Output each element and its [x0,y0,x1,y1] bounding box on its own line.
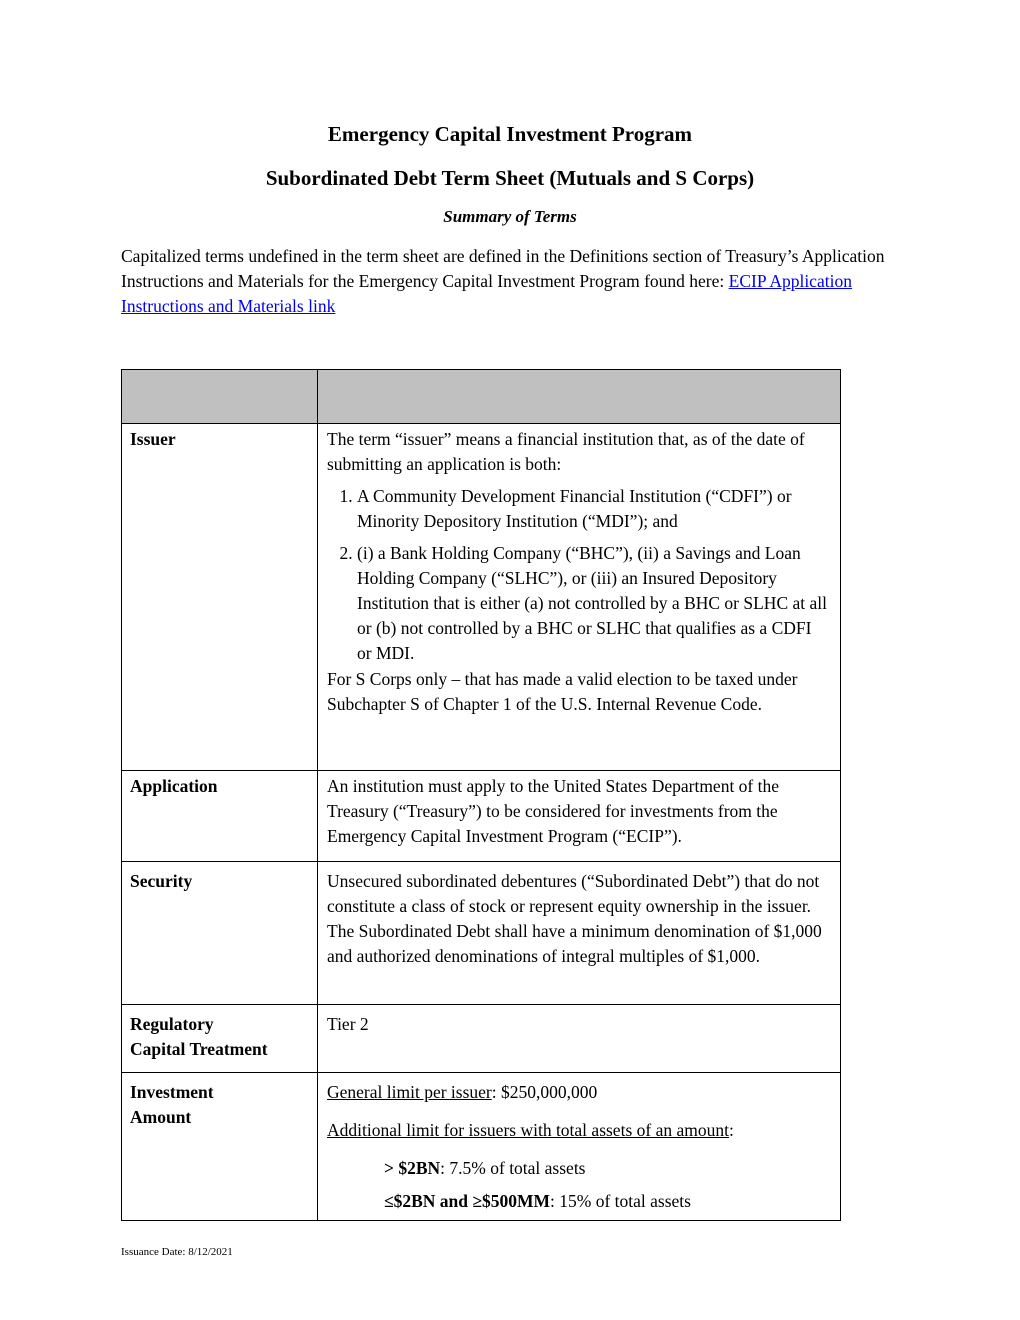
tier-over-2bn-value: : 7.5% of total assets [440,1158,586,1178]
investment-label-line2: Amount [130,1107,192,1127]
table-row-regulatory-capital [122,1005,841,1073]
table-row-issuer [122,424,841,771]
tier-500mm-to-2bn [327,1189,830,1214]
investment-label-line1: Investment [130,1082,214,1102]
tier-over-2bn-label: > $2BN [384,1158,441,1178]
issuer-definition: The term “issuer” means a financial institution that, as of the date of submitting an application is both: [327,429,805,474]
table-row-investment-amount [122,1073,841,1221]
term-sheet-table [121,369,841,1221]
ecip-instructions-link[interactable]: ECIP Application Instructions and Materials link [121,271,852,316]
row-label-issuer: Issuer [122,424,318,771]
row-value-issuer [318,424,841,771]
document-title: Emergency Capital Investment Program [327,122,693,146]
issuance-date-footer: Issuance Date: 8/12/2021 [121,1246,233,1258]
general-limit [327,1080,830,1105]
table-header-row [122,370,841,424]
issuer-criterion-2: 2. (i) a Bank Holding Company (“BHC”), (ii) a Savings and Loan Holding Company (“SLHC”), or (iii) an Insured Depository Institution that is either (a) not controlled by a BHC or SLHC at all or (b) not controlled by a BHC or SLHC that qualifies as a CDFI or MDI. [357,541,830,666]
issuer-criteria-list [327,484,830,666]
row-value-investment-amount [318,1073,841,1221]
row-label-regulatory-capital [122,1005,318,1073]
document-subtitle: Subordinated Debt Term Sheet (Mutuals and S Corps) [265,166,755,190]
tier-over-2bn [327,1156,830,1181]
additional-limit-label: Additional limit for issuers with total assets of an amount [327,1120,729,1140]
intro-paragraph [121,244,921,319]
row-label-security: Security [122,862,318,1005]
row-value-security: Unsecured subordinated debentures (“Subordinated Debt”) that do not constitute a class of stock or represent equity ownership in the issuer. The Subordinated Debt shall have a minimum denomination of $1,000 and authorized denominations of integral multiples of $1,000. [318,862,841,1005]
row-value-regulatory-capital: Tier 2 [318,1005,841,1073]
tier-500mm-to-2bn-value: : 15% of total assets [550,1191,691,1211]
summary-heading: Summary of Terms [443,207,577,226]
header-cell-term [122,370,318,424]
issuer-criterion-1: 1. A Community Development Financial Institution (“CDFI”) or Minority Depository Institution (“MDI”); and [357,484,830,534]
row-value-application: An institution must apply to the United States Department of the Treasury (“Treasury”) to be considered for investments from the Emergency Capital Investment Program (“ECIP”). [318,771,841,862]
general-limit-label: General limit per issuer [327,1082,492,1102]
regulatory-label-line1: Regulatory [130,1014,214,1034]
general-limit-value: : $250,000,000 [491,1082,598,1102]
additional-limit-colon: : [728,1120,734,1140]
regulatory-label-line2: Capital Treatment [130,1039,268,1059]
table-row-security [122,862,841,1005]
table-row-application [122,771,841,862]
issuer-s-corp-note: For S Corps only – that has made a valid election to be taxed under Subchapter S of Chapter 1 of the U.S. Internal Revenue Code. [327,669,798,714]
intro-text: Capitalized terms undefined in the term sheet are defined in the Definitions section of Treasury’s Application Instructions and Materials for the Emergency Capital Investment Program found here: [121,246,885,291]
header-cell-description [318,370,841,424]
additional-limit [327,1118,830,1143]
row-label-investment-amount [122,1073,318,1221]
tier-500mm-to-2bn-label: ≤$2BN and ≥$500MM [384,1191,551,1211]
row-label-application: Application [122,771,318,862]
